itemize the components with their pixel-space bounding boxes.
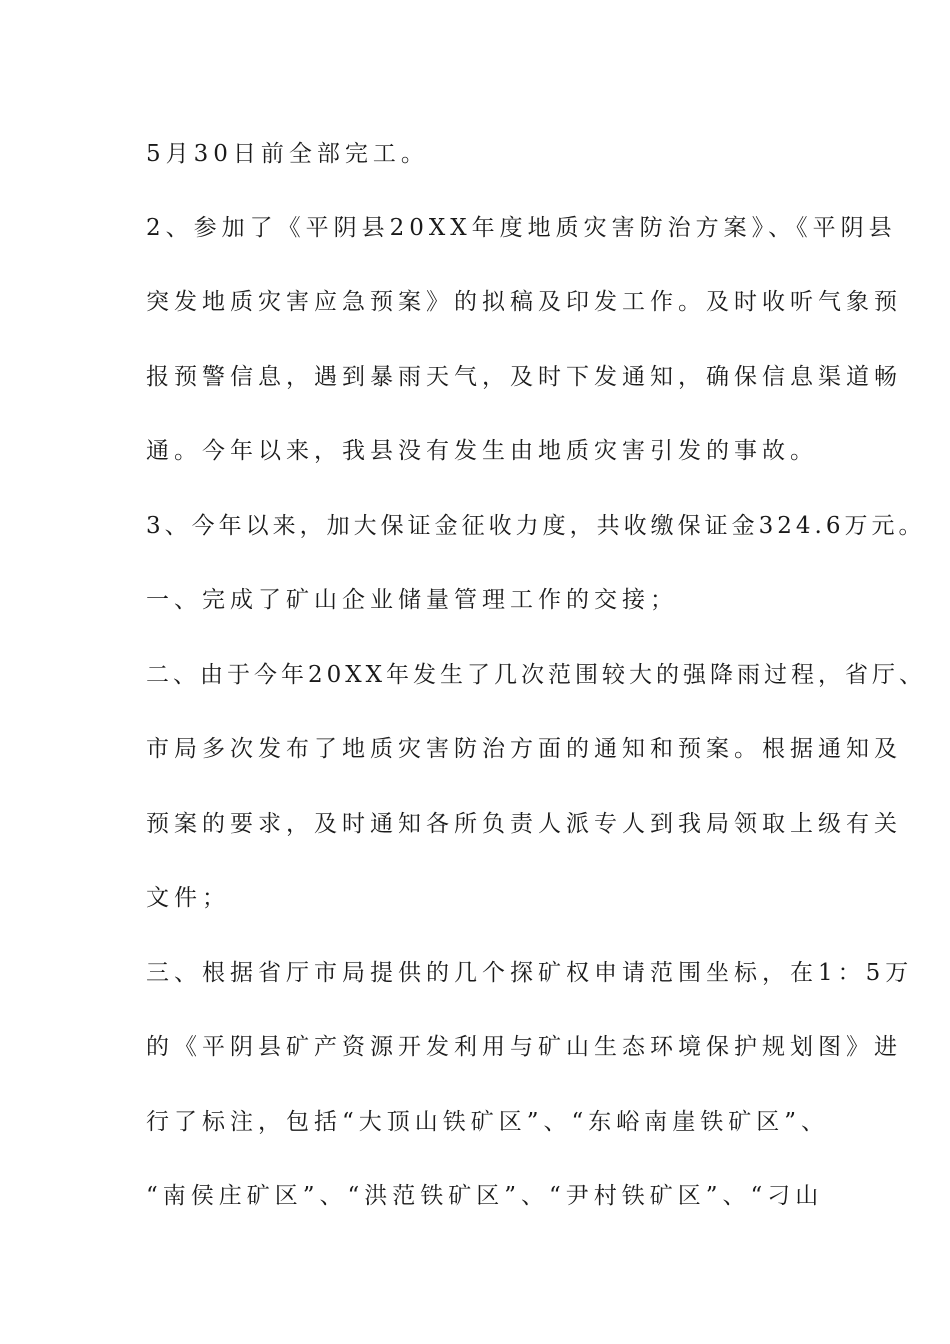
text-line-13: 的《平阴县矿产资源开发利用与矿山生态环境保护规划图》进 — [146, 1034, 902, 1060]
text-line-3: 突发地质灾害应急预案》的拟稿及印发工作。及时收听气象预 — [146, 289, 902, 315]
text-line-15: “南侯庄矿区”、“洪范铁矿区”、“尹村铁矿区”、“刁山 — [146, 1183, 824, 1209]
text-line-10: 预案的要求，及时通知各所负责人派专人到我局领取上级有关 — [146, 811, 902, 837]
text-line-4: 报预警信息，遇到暴雨天气，及时下发通知，确保信息渠道畅 — [146, 364, 902, 390]
text-line-7: 一、完成了矿山企业储量管理工作的交接； — [146, 587, 678, 613]
text-line-12: 三、根据省厅市局提供的几个探矿权申请范围坐标，在1：5万 — [146, 960, 914, 986]
text-line-14: 行了标注，包括“大顶山铁矿区”、“东峪南崖铁矿区”、 — [146, 1109, 830, 1135]
text-line-1: 5月30日前全部完工。 — [146, 141, 429, 167]
text-line-9: 市局多次发布了地质灾害防治方面的通知和预案。根据通知及 — [146, 736, 902, 762]
text-line-8: 二、由于今年20XX年发生了几次范围较大的强降雨过程，省厅、 — [146, 662, 927, 688]
text-line-11: 文件； — [146, 885, 230, 911]
text-line-5: 通。今年以来，我县没有发生由地质灾害引发的事故。 — [146, 438, 818, 464]
text-line-2: 2、参加了《平阴县20XX年度地质灾害防治方案》、《平阴县 — [146, 215, 897, 241]
text-line-6: 3、今年以来，加大保证金征收力度，共收缴保证金324.6万元。 — [146, 513, 926, 539]
